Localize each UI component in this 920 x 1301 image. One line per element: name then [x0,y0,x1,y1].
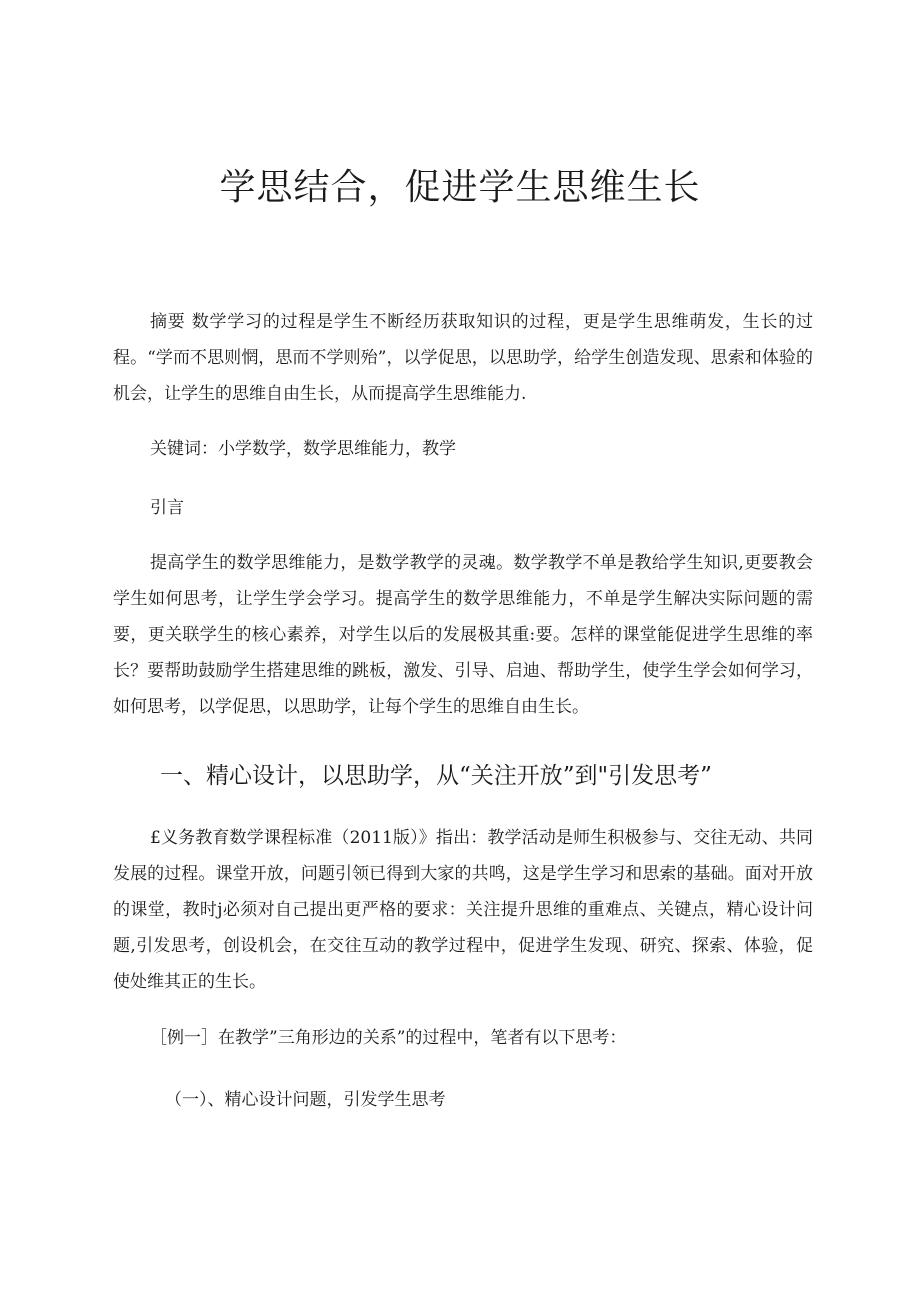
subsection-heading: （一）、精心设计问题，引发学生思考 [165,1090,446,1110]
keywords-line: 关键词：小学数学，数学思维能力，教学 [150,439,456,459]
document-title: 学思结合，促进学生思维生长 [219,167,701,208]
example-one-paragraph: ［例一］在教学”三角形边的关系”的过程中，笔者有以下思考： [150,1028,627,1048]
section-one-heading: 一、精心设计，以思助学，从“关注开放”到"引发思考” [160,763,712,789]
curriculum-standard-paragraph: £义务教育数学课程标准（2011版）》指出：教学活动是师生积极参与、交往无动、共同发展的过程。课堂开放，问题引领已得到大家的共鸣，这是学生学习和思索的基础。面对开放的课堂，教时j必须对自己提出更严格的要求：关注提升思维的重难点、关键点，精心设计问题,引发思考，创设机会，在交往互动的教学过程中，促进学生发现、研究、探索、体验，促使处维其正的生长。 [113,828,813,992]
abstract-paragraph: 摘要 数学学习的过程是学生不断经历获取知识的过程，更是学生思维萌发，生长的过程。“学而不思则惘，思而不学则殆”，以学促思，以思助学，给学生创造发现、思索和体验的机会，让学生的思维自由生长，从而提高学生思维能力. [113,312,813,404]
intro-paragraph: 提高学生的数学思维能力，是数学教学的灵魂。数学教学不单是教给学生知识,更要教会学生如何思考，让学生学会学习。提高学生的数学思维能力，不单是学生解决实际问题的需要，更关联学生的核心素养，对学生以后的发展极其重:要。怎样的课堂能促进学生思维的率长？要帮助鼓励学生搭建思维的跳板，激发、引导、启迪、帮助学生，使学生学会如何学习，如何思考，以学促思，以思助学，让每个学生的思维自由生长。 [113,553,813,717]
intro-heading: 引言 [150,498,184,518]
